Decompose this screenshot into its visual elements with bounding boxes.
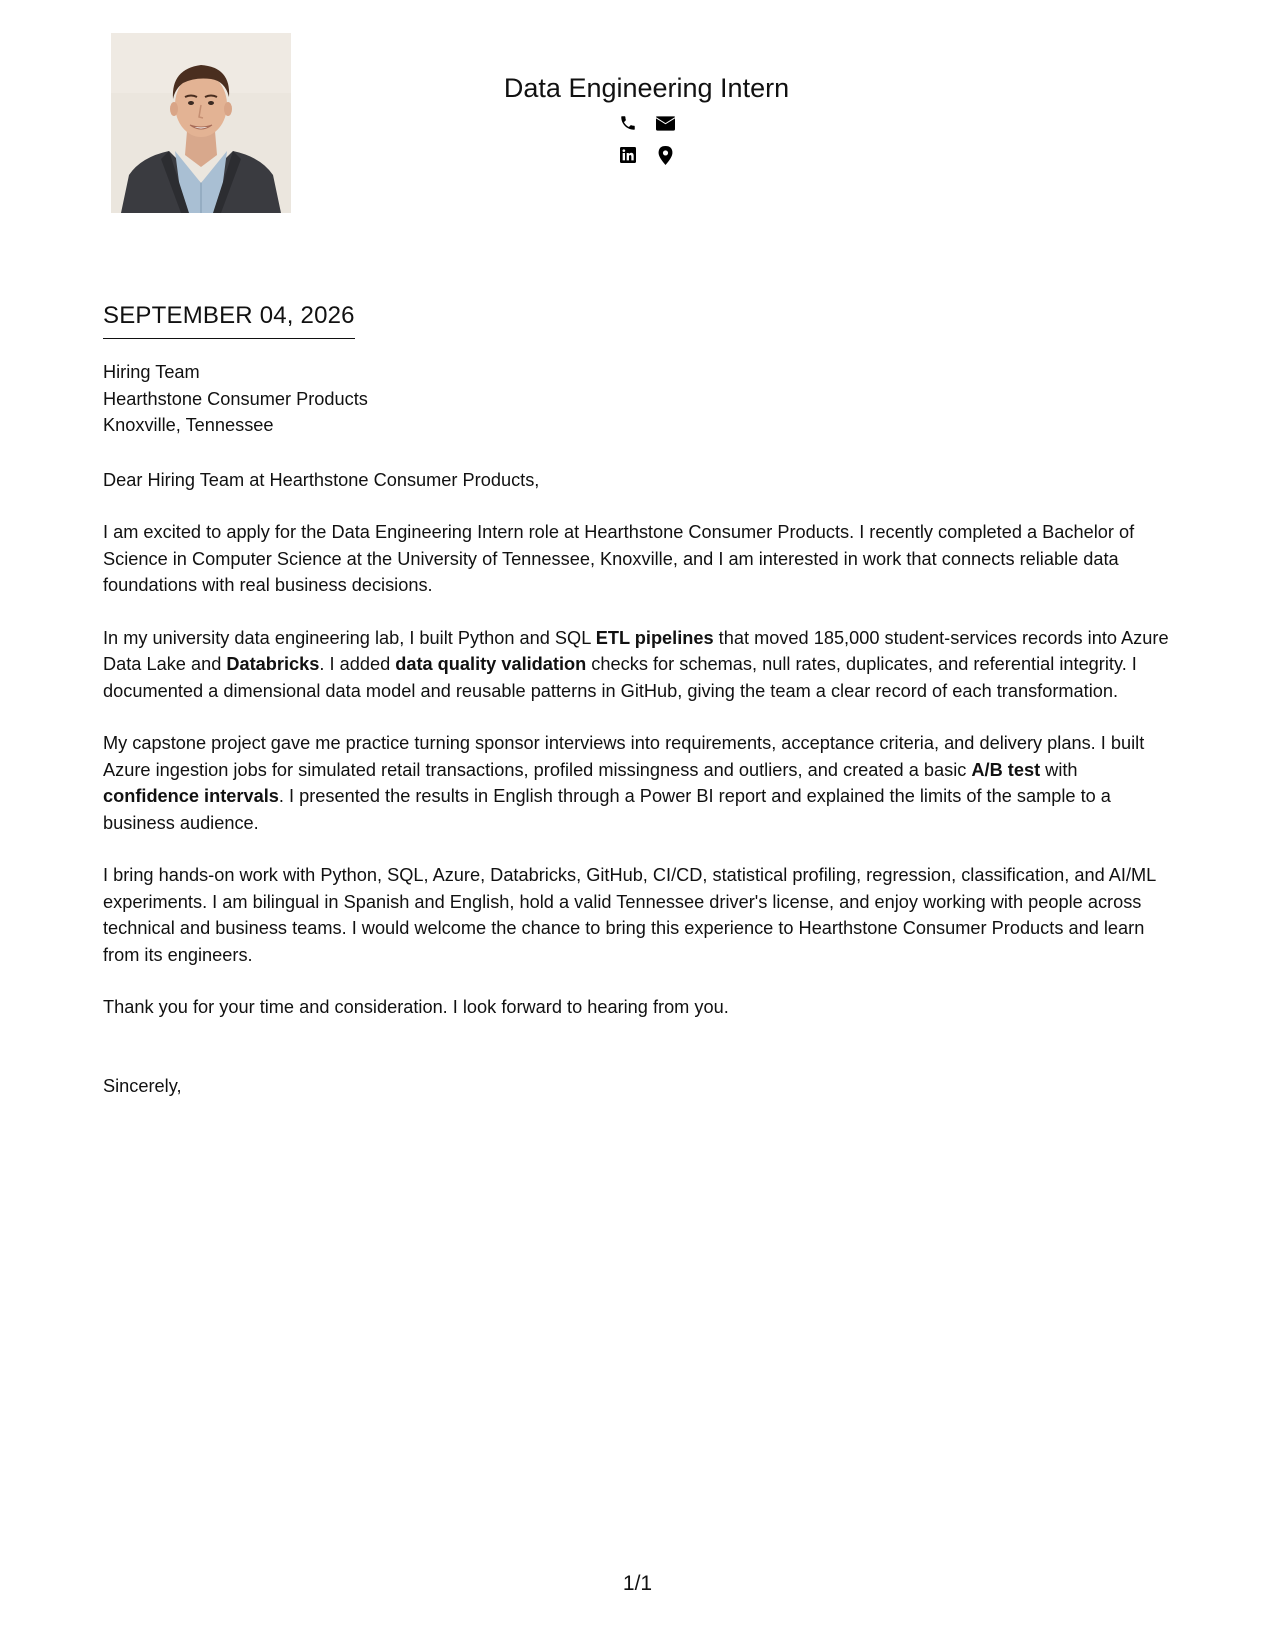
- map-pin-icon[interactable]: [656, 145, 676, 165]
- linkedin-icon[interactable]: [618, 145, 638, 165]
- text-run: . I added: [319, 654, 396, 674]
- letter-header: [400, 70, 893, 166]
- paragraph-closing: Thank you for your time and consideration. I look forward to hearing from you.: [103, 997, 729, 1017]
- contact-icons-row-2: [400, 144, 893, 166]
- recipient-address: [103, 359, 1178, 439]
- paragraph-lab-experience: [103, 625, 1178, 705]
- keyword-confidence-intervals: confidence intervals: [103, 786, 279, 806]
- contact-icons-row-1: [400, 112, 893, 134]
- envelope-icon[interactable]: [656, 113, 676, 133]
- recipient-location: Knoxville, Tennessee: [103, 415, 274, 435]
- recipient-company: Hearthstone Consumer Products: [103, 388, 368, 409]
- page-number: 1/1: [622, 1572, 653, 1595]
- text-run: with: [1040, 759, 1078, 780]
- text-run: checks for schemas, null rates, duplicates, and referential integrity. I documented a dimensional data model and reusable patterns in GitHub, giving the team a clear record of each transformation.: [103, 654, 1137, 701]
- text-run: . I presented the results in English through a Power BI report and explained the limits of the sample to a business audience.: [103, 786, 1111, 833]
- text-run: In my university data engineering lab, I built Python and SQL: [103, 627, 596, 648]
- profile-photo: [111, 33, 291, 213]
- signoff: Sincerely,: [103, 1075, 182, 1096]
- salutation: Dear Hiring Team at Hearthstone Consumer Products,: [103, 469, 540, 490]
- text-run: that moved 185,000 student-services records into Azure Data Lake and: [103, 627, 1169, 674]
- paragraph-capstone: [103, 730, 1178, 836]
- keyword-etl-pipelines: ETL pipelines: [595, 627, 714, 648]
- letter-date: SEPTEMBER 04, 2026: [103, 300, 355, 339]
- paragraph-intro: I am excited to apply for the Data Engineering Intern role at Hearthstone Consumer Products. I recently completed a Bachelor of Science in Computer Science at the University of Tennessee, Knoxville, and I am interested in work that connects reliable data foundations with real business decisions.: [103, 522, 1135, 595]
- recipient-line: Hiring Team: [103, 362, 200, 382]
- portrait-illustration: [111, 33, 291, 213]
- paragraph-skills: I bring hands-on work with Python, SQL, Azure, Databricks, GitHub, CI/CD, statistical profiling, regression, classification, and AI/ML experiments. I am bilingual in Spanish and English, hold a valid Tennessee driver's license, and enjoy working with people across technical and business teams. I would welcome the chance to bring this experience to Hearthstone Consumer Products and learn from its engineers.: [103, 865, 1156, 965]
- job-title: Data Engineering Intern: [503, 73, 790, 103]
- phone-icon[interactable]: [618, 113, 638, 133]
- text-run: My capstone project gave me practice turning sponsor interviews into requirements, acceptance criteria, and delivery plans. I built Azure ingestion jobs for simulated retail transactions, profiled missingness and outliers, and created a basic: [103, 733, 1145, 780]
- keyword-data-quality-validation: data quality validation: [395, 654, 587, 674]
- keyword-databricks: Databricks: [226, 654, 320, 674]
- keyword-ab-test: A/B test: [971, 759, 1041, 780]
- letter-date-block: [103, 300, 355, 339]
- letter-body: [103, 359, 1178, 1099]
